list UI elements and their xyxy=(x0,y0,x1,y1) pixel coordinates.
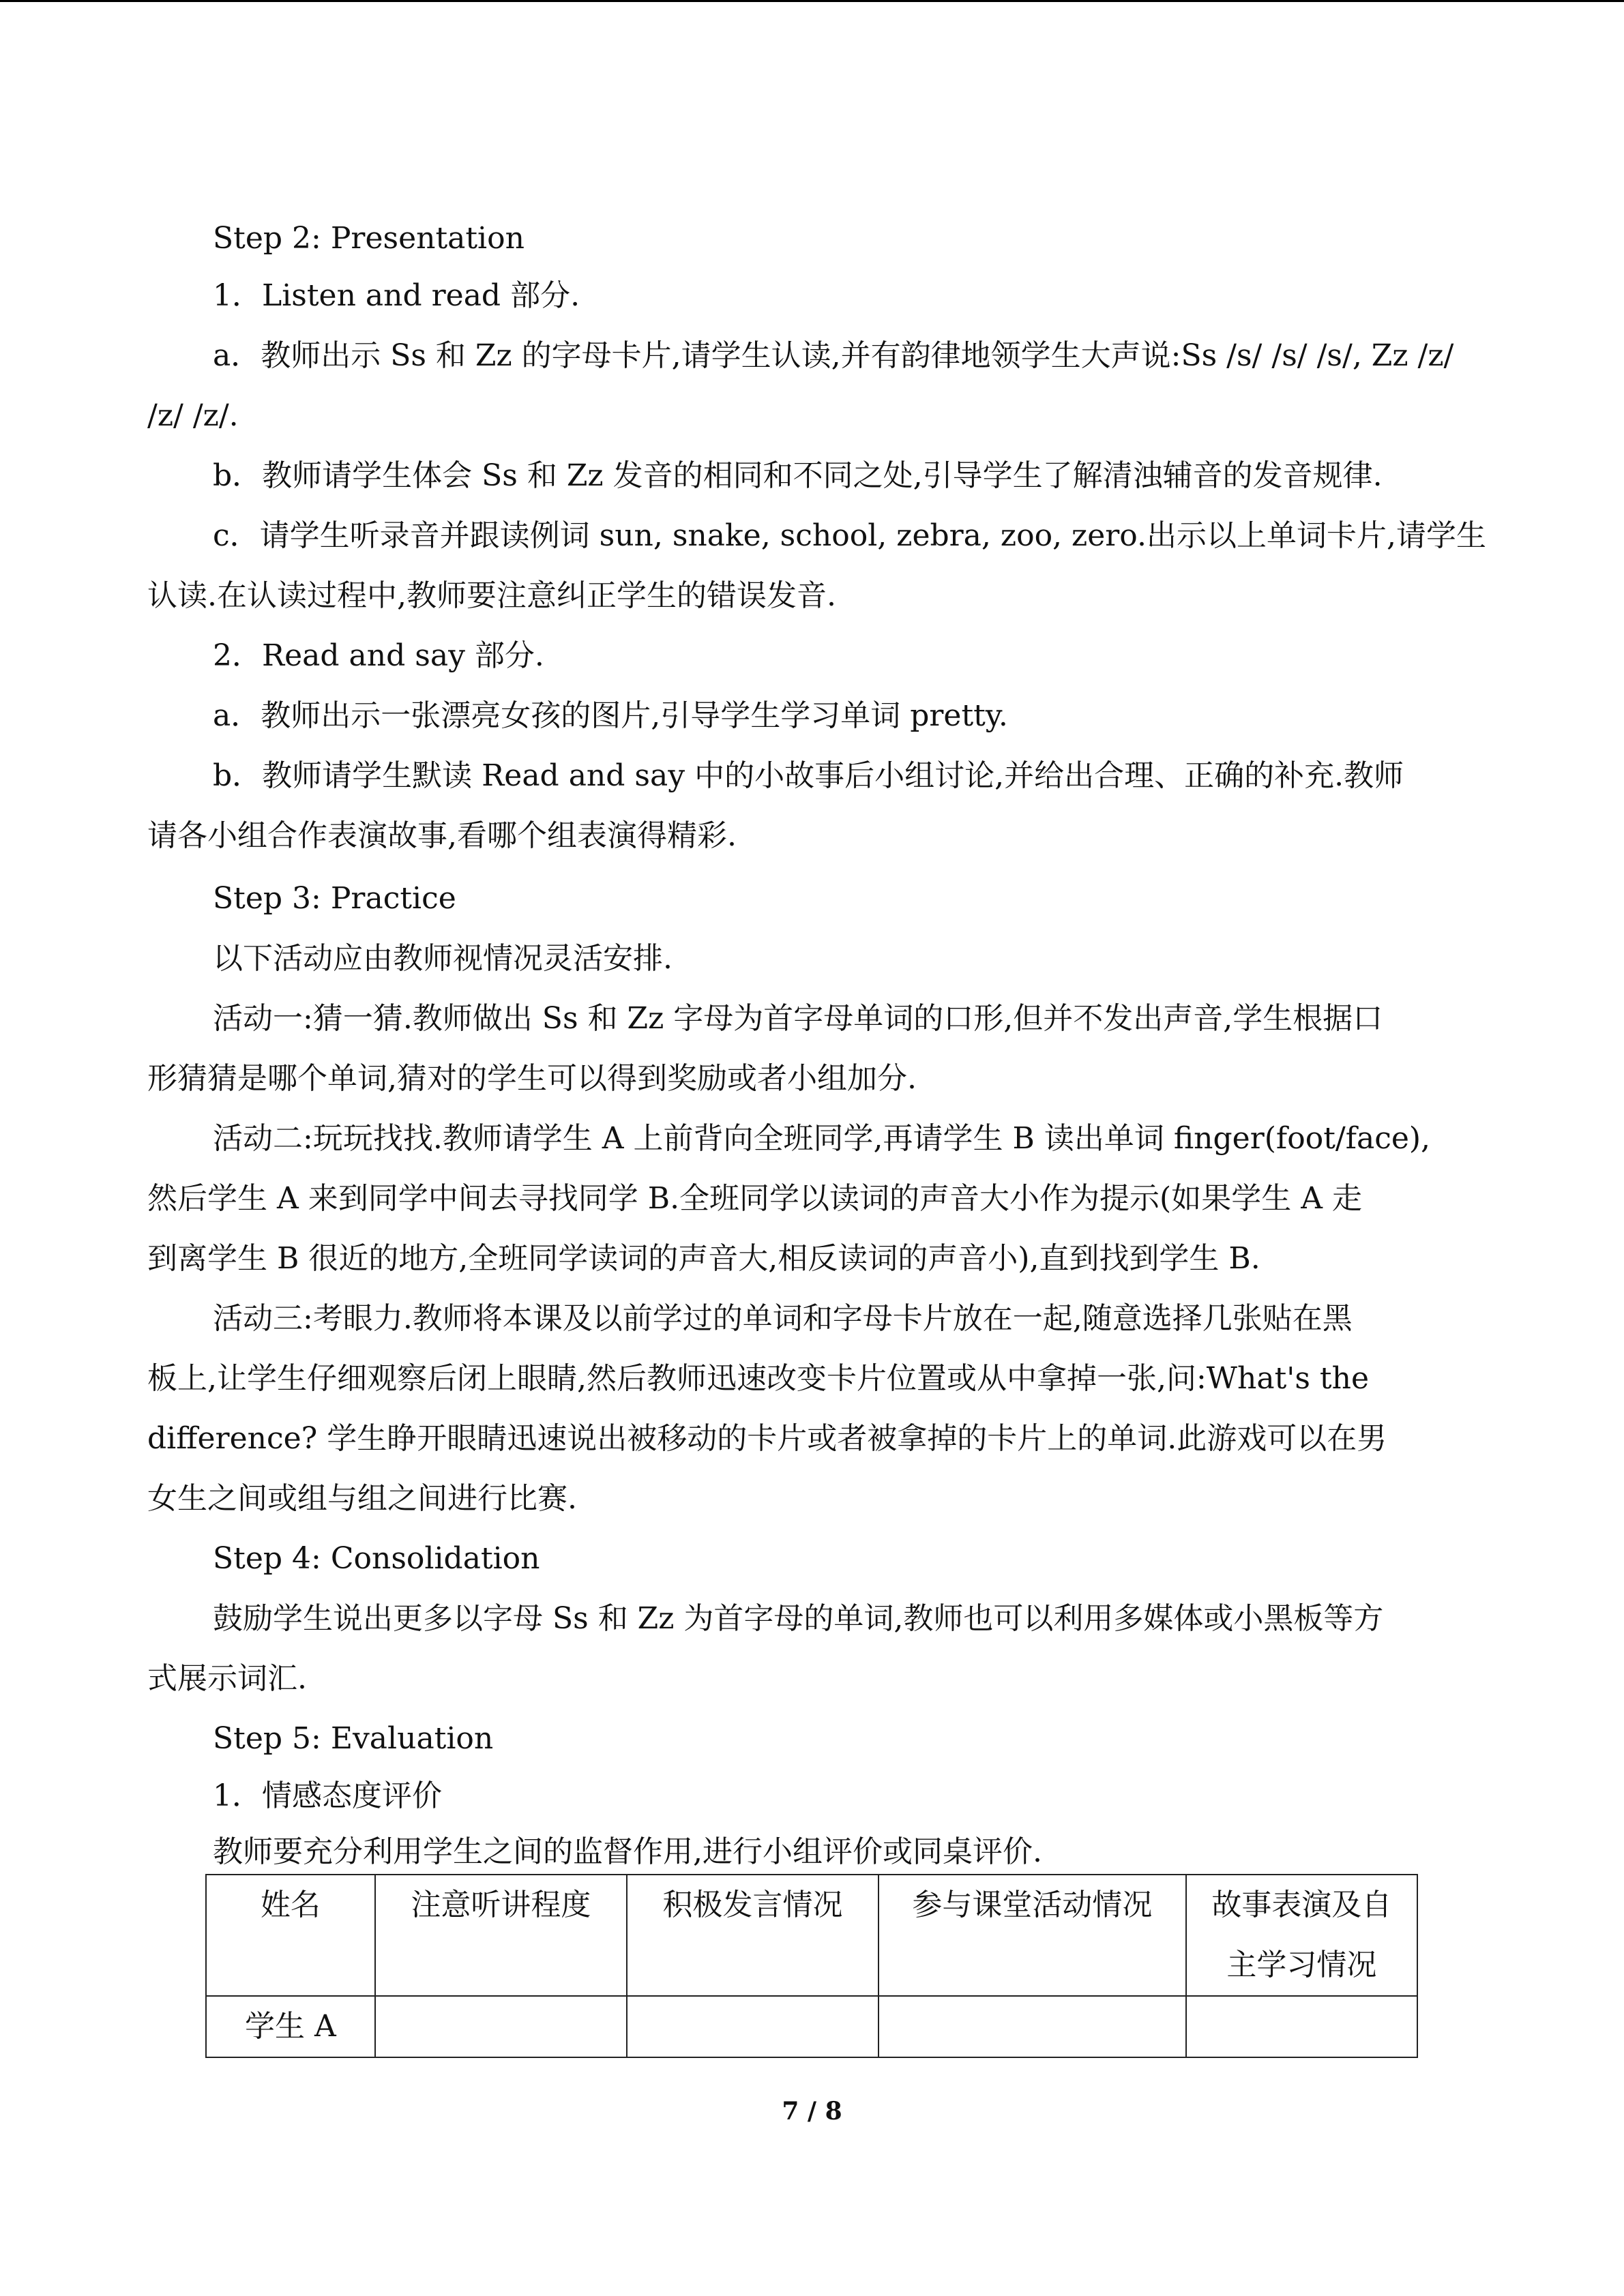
s3-act2-cont1: 然后学生 A 来到同学中间去寻找同学 B.全班同学以读词的声音大小作为提示(如果学生 A 走 xyxy=(147,1181,1362,1216)
s2-item2a: a．教师出示一张漂亮女孩的图片,引导学生学习单词 pretty. xyxy=(213,698,1008,733)
s3-act2-cont2: 到离学生 B 很近的地方,全班同学读词的声音大,相反读词的声音小),直到找到学生 B. xyxy=(147,1241,1260,1276)
s2-item1a-cont: /z/ /z/. xyxy=(147,398,239,433)
page-number: 7 / 8 xyxy=(782,2097,842,2126)
s5-item1: 1．情感态度评价 xyxy=(213,1778,442,1813)
table-cell xyxy=(375,1996,627,2057)
s3-act3-cont2: difference? 学生睁开眼睛迅速说出被移动的卡片或者被拿掉的卡片上的单词.此游戏可以在男 xyxy=(147,1421,1387,1456)
s2-item1: 1．Listen and read 部分. xyxy=(213,278,580,313)
s2-item2: 2．Read and say 部分. xyxy=(213,638,544,673)
table-cell xyxy=(627,1996,879,2057)
evaluation-table xyxy=(205,1874,1418,2058)
step4-heading: Step 4: Consolidation xyxy=(213,1541,540,1576)
s4-text: 鼓励学生说出更多以字母 Ss 和 Zz 为首字母的单词,教师也可以利用多媒体或小黑板等方 xyxy=(213,1601,1384,1636)
s2-item1c-cont: 认读.在认读过程中,教师要注意纠正学生的错误发音. xyxy=(147,578,836,613)
table-header-cell xyxy=(1186,1875,1417,1996)
s3-act1: 活动一:猜一猜.教师做出 Ss 和 Zz 字母为首字母单词的口形,但并不发出声音,学生根据口 xyxy=(213,1001,1383,1036)
table-header-cell: 参与课堂活动情况 xyxy=(879,1875,1186,1996)
top-border xyxy=(0,0,1624,2)
table-header-cell: 姓名 xyxy=(206,1875,375,1996)
step5-heading: Step 5: Evaluation xyxy=(213,1721,494,1756)
table-header-row xyxy=(206,1875,1417,1996)
table-cell xyxy=(879,1996,1186,2057)
table-cell xyxy=(1186,1996,1417,2057)
s3-intro: 以下活动应由教师视情况灵活安排. xyxy=(213,941,673,976)
table-header-line: 故事表演及自 xyxy=(1211,1888,1392,1922)
step3-heading: Step 3: Practice xyxy=(213,881,456,916)
s2-item1b: b．教师请学生体会 Ss 和 Zz 发音的相同和不同之处,引导学生了解清浊辅音的发音规律. xyxy=(213,458,1383,493)
s2-item2b: b．教师请学生默读 Read and say 中的小故事后小组讨论,并给出合理、正确的补充.教师 xyxy=(213,758,1404,793)
s2-item1c: c．请学生听录音并跟读例词 sun, snake, school, zebra, zoo, zero.出示以上单词卡片,请学生 xyxy=(213,518,1486,553)
s3-act3-cont1: 板上,让学生仔细观察后闭上眼睛,然后教师迅速改变卡片位置或从中拿掉一张,问:What's the xyxy=(147,1361,1369,1396)
table-header-cell: 注意听讲程度 xyxy=(375,1875,627,1996)
s5-text: 教师要充分利用学生之间的监督作用,进行小组评价或同桌评价. xyxy=(213,1834,1042,1869)
s2-item1a: a．教师出示 Ss 和 Zz 的字母卡片,请学生认读,并有韵律地领学生大声说:Ss /s/ /s/ /s/, Zz /z/ xyxy=(213,338,1454,373)
s4-text-cont: 式展示词汇. xyxy=(147,1661,307,1696)
s2-item2b-cont: 请各小组合作表演故事,看哪个组表演得精彩. xyxy=(147,818,737,853)
s3-act1-cont: 形猜猜是哪个单词,猜对的学生可以得到奖励或者小组加分. xyxy=(147,1061,917,1096)
table-cell-name: 学生 A xyxy=(206,1996,375,2057)
s3-act3-cont3: 女生之间或组与组之间进行比赛. xyxy=(147,1481,577,1516)
table-header-line: 主学习情况 xyxy=(1226,1948,1377,1982)
s3-act2: 活动二:玩玩找找.教师请学生 A 上前背向全班同学,再请学生 B 读出单词 finger(foot/face), xyxy=(213,1121,1431,1156)
step2-heading: Step 2: Presentation xyxy=(213,221,525,256)
table-header-cell: 积极发言情况 xyxy=(627,1875,879,1996)
s3-act3: 活动三:考眼力.教师将本课及以前学过的单词和字母卡片放在一起,随意选择几张贴在黑 xyxy=(213,1301,1353,1336)
table-row xyxy=(206,1996,1417,2057)
